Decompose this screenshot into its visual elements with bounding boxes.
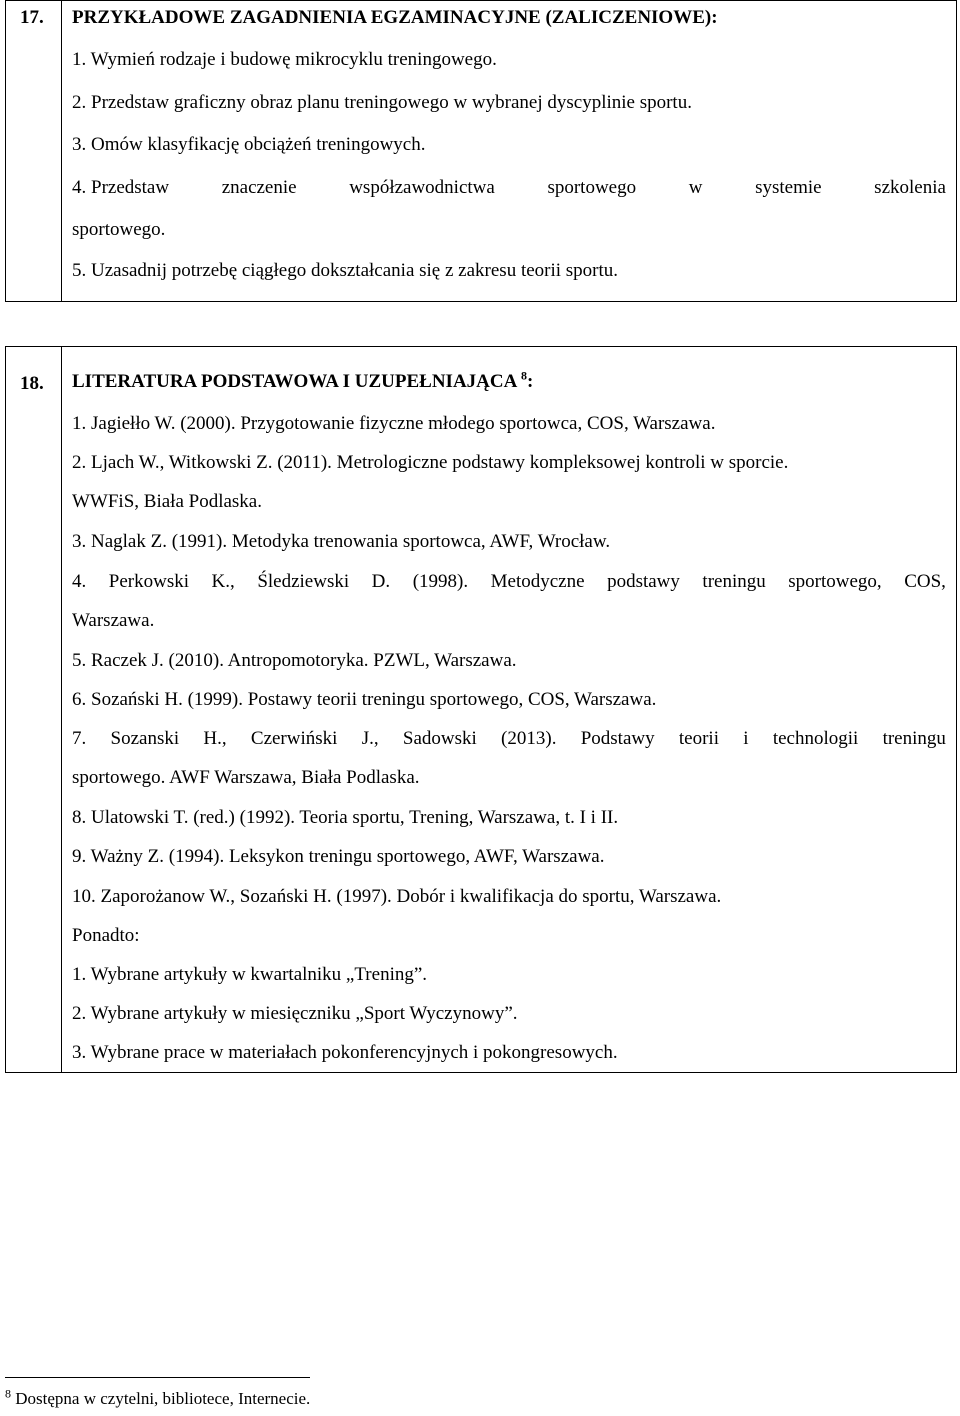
word: Sadowski <box>402 728 477 749</box>
word: sportowego, <box>788 571 882 592</box>
reference-4 <box>72 571 946 593</box>
word: teorii <box>678 728 719 749</box>
word: Metodyczne <box>490 571 585 592</box>
word: współzawodnictwa <box>349 177 495 198</box>
reference-5: 5. Raczek J. (2010). Antropomotoryka. PZWL, Warszawa. <box>72 650 517 671</box>
section-content <box>62 1 956 301</box>
section-17-box <box>5 0 957 302</box>
additional-source-2: 2. Wybrane artykuły w miesięczniku „Sport Wyczynowy”. <box>72 1003 518 1024</box>
word: technologii <box>772 728 859 749</box>
heading-text: LITERATURA PODSTAWOWA I UZUPEŁNIAJĄCA <box>72 371 517 392</box>
word: treningu <box>702 571 766 592</box>
exam-question-3: 3. Omów klasyfikację obciążeń treningowych. <box>72 134 426 155</box>
section-heading: PRZYKŁADOWE ZAGADNIENIA EGZAMINACYJNE (ZALICZENIOWE): <box>72 7 718 28</box>
word: i <box>743 728 749 749</box>
word: treningu <box>882 728 946 749</box>
reference-2-continued: WWFiS, Biała Podlaska. <box>72 491 262 512</box>
additional-source-1: 1. Wybrane artykuły w kwartalniku „Trening”. <box>72 964 428 985</box>
reference-7-continued: sportowego. AWF Warszawa, Biała Podlaska. <box>72 767 420 788</box>
section-heading <box>72 368 946 393</box>
word: szkolenia <box>874 177 946 198</box>
footnote-marker: 8 <box>5 1386 11 1401</box>
word: Czerwiński <box>250 728 338 749</box>
exam-question-5: 5. Uzasadnij potrzebę ciągłego dokształcania się z zakresu teorii sportu. <box>72 260 619 281</box>
section-number: 18. <box>20 373 44 394</box>
word: COS, <box>904 571 946 592</box>
heading-colon: : <box>527 371 534 392</box>
footnote <box>5 1386 311 1409</box>
word: Perkowski <box>108 571 190 592</box>
word: (1998). <box>412 571 469 592</box>
additionally-label: Ponadto: <box>72 925 140 946</box>
reference-1: 1. Jagiełło W. (2000). Przygotowanie fizyczne młodego sportowca, COS, Warszawa. <box>72 413 716 434</box>
reference-3: 3. Naglak Z. (1991). Metodyka trenowania sportowca, AWF, Wrocław. <box>72 531 611 552</box>
word: sportowego <box>547 177 637 198</box>
word: systemie <box>755 177 822 198</box>
word: (2013). <box>501 728 557 749</box>
word: podstawy <box>607 571 680 592</box>
exam-question-4 <box>72 177 946 199</box>
exam-question-2: 2. Przedstaw graficzny obraz planu treningowego w wybranej dyscyplinie sportu. <box>72 92 692 113</box>
word: Śledziewski <box>257 571 350 592</box>
word: D. <box>371 571 391 592</box>
exam-question-4-continued: sportowego. <box>72 219 166 240</box>
exam-question-1: 1. Wymień rodzaje i budowę mikrocyklu treningowego. <box>72 49 497 70</box>
footnote-reference: 8 <box>521 368 528 383</box>
reference-8: 8. Ulatowski T. (red.) (1992). Teoria sportu, Trening, Warszawa, t. I i II. <box>72 807 619 828</box>
section-number-cell <box>6 1 62 301</box>
reference-9: 9. Ważny Z. (1994). Leksykon treningu sportowego, AWF, Warszawa. <box>72 846 605 867</box>
word: znaczenie <box>221 177 297 198</box>
additional-source-3: 3. Wybrane prace w materiałach pokonferencyjnych i pokongresowych. <box>72 1042 618 1063</box>
reference-2: 2. Ljach W., Witkowski Z. (2011). Metrologiczne podstawy kompleksowej kontroli w sporcie. <box>72 452 789 473</box>
word: Podstawy <box>580 728 655 749</box>
footnote-separator <box>5 1377 310 1378</box>
word: w <box>688 177 703 198</box>
word: H., <box>203 728 227 749</box>
section-number: 17. <box>20 7 44 28</box>
word: 4. <box>72 571 87 592</box>
word: J., <box>361 728 379 749</box>
reference-6: 6. Sozański H. (1999). Postawy teorii treningu sportowego, COS, Warszawa. <box>72 689 657 710</box>
reference-10: 10. Zaporożanow W., Sozański H. (1997). Dobór i kwalifikacja do sportu, Warszawa. <box>72 886 722 907</box>
word: K., <box>211 571 235 592</box>
word: 7. <box>72 728 87 749</box>
word: 4. Przedstaw <box>72 177 170 198</box>
word: Sozanski <box>110 728 180 749</box>
reference-4-continued: Warszawa. <box>72 610 155 631</box>
section-number-cell <box>6 347 62 1072</box>
footnote-text: Dostępna w czytelni, bibliotece, Internecie. <box>15 1389 311 1408</box>
reference-7 <box>72 728 946 750</box>
section-18-box <box>5 346 957 1073</box>
section-content <box>62 347 956 1072</box>
